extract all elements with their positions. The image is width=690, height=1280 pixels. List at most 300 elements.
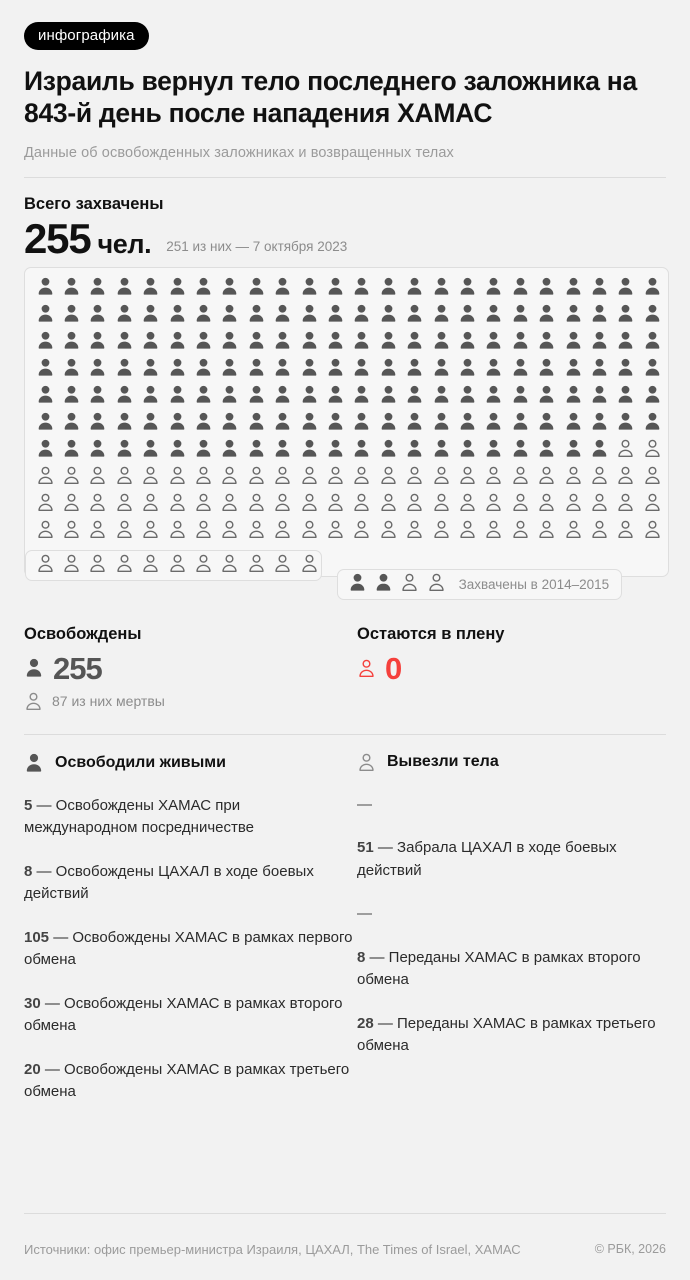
person-icon-filled: [533, 303, 559, 327]
person-icon-filled: [375, 384, 401, 408]
breakdown-item-number: 51: [357, 839, 374, 857]
person-icon-filled: [138, 303, 164, 327]
breakdown-item-text: — Освобождены ХАМАС в рамках первого обмена: [24, 928, 353, 969]
person-icon-outline: [164, 553, 190, 577]
person-icon-filled: [270, 411, 296, 435]
breakdown-item: [24, 993, 357, 1038]
person-icon-filled: [270, 357, 296, 381]
person-icon-outline: [270, 553, 296, 577]
person-icon-outline: [85, 465, 111, 489]
summary-stats: [24, 625, 666, 712]
divider-footer: [24, 1213, 666, 1214]
person-icon-filled: [164, 330, 190, 354]
person-icon-filled: [322, 276, 348, 300]
person-icon-filled: [613, 411, 639, 435]
person-icon-outline: [613, 519, 639, 543]
person-icon-outline: [375, 492, 401, 516]
person-icon-outline: [357, 752, 376, 773]
person-icon-outline: [322, 492, 348, 516]
breakdown-item: [24, 1059, 357, 1104]
person-icon-filled: [58, 357, 84, 381]
person-icon-filled: [370, 572, 396, 596]
breakdown-item-number: 28: [357, 1014, 374, 1032]
page-subtitle: Данные об освобожденных заложниках и возвращенных телах: [24, 144, 454, 161]
person-icon-filled: [481, 357, 507, 381]
person-icon-outline: [217, 492, 243, 516]
breakdown-item-number: 105: [24, 928, 50, 946]
person-icon-filled: [375, 438, 401, 462]
person-icon-filled: [639, 357, 665, 381]
person-icon-outline: [454, 519, 480, 543]
breakdown-right-column: [357, 752, 666, 1104]
person-icon-filled: [164, 357, 190, 381]
person-icon-outline: [58, 519, 84, 543]
person-icon-outline: [639, 492, 665, 516]
person-icon-outline: [560, 492, 586, 516]
person-icon-filled: [586, 384, 612, 408]
person-icon-filled: [613, 357, 639, 381]
person-icon-outline: [375, 519, 401, 543]
person-icon-filled: [560, 357, 586, 381]
person-icon-filled: [428, 411, 454, 435]
breakdown-item: [24, 927, 357, 972]
person-icon-outline: [58, 492, 84, 516]
person-icon-outline: [190, 519, 216, 543]
person-icon-outline: [217, 465, 243, 489]
person-icon-filled: [481, 303, 507, 327]
person-icon-filled: [85, 438, 111, 462]
person-icon-outline: [164, 465, 190, 489]
person-icon-filled: [613, 276, 639, 300]
person-icon-outline: [349, 492, 375, 516]
person-icon-filled: [111, 303, 137, 327]
person-icon-filled: [533, 330, 559, 354]
person-icon-outline: [296, 465, 322, 489]
person-icon-filled: [24, 657, 44, 679]
person-icon-outline: [586, 492, 612, 516]
breakdown-left-title: Освободили живыми: [55, 753, 226, 771]
person-icon-outline: [32, 492, 58, 516]
person-icon-outline: [401, 492, 427, 516]
person-icon-filled: [32, 438, 58, 462]
captive-value-row: [357, 650, 666, 686]
breakdown-right-header: [357, 752, 666, 773]
person-icon-filled: [454, 384, 480, 408]
person-icon-outline: [138, 553, 164, 577]
released-value-row: [24, 650, 357, 686]
person-icon-outline: [428, 519, 454, 543]
person-icon-filled: [85, 276, 111, 300]
person-icon-filled: [32, 384, 58, 408]
person-icon-outline: [428, 492, 454, 516]
footer-sources: Источники: офис премьер-министра Израиля, ЦАХАЛ, The Times of Israel, ХАМАС: [24, 1242, 521, 1258]
person-icon-filled: [375, 411, 401, 435]
person-icon-outline: [217, 553, 243, 577]
person-icon-filled: [349, 384, 375, 408]
person-icon-filled: [507, 357, 533, 381]
person-icon-outline: [322, 465, 348, 489]
person-icon-filled: [58, 411, 84, 435]
person-icon-filled: [481, 276, 507, 300]
total-captured-row: [24, 214, 666, 262]
person-icon-outline: [164, 519, 190, 543]
person-icon-filled: [375, 357, 401, 381]
pictogram-row: [32, 437, 661, 464]
person-icon-filled: [32, 303, 58, 327]
person-icon-filled: [560, 303, 586, 327]
person-icon-outline: [533, 465, 559, 489]
person-icon-filled: [58, 330, 84, 354]
person-icon-filled: [428, 330, 454, 354]
person-icon-filled: [190, 330, 216, 354]
person-icon-filled: [164, 276, 190, 300]
person-icon-filled: [322, 384, 348, 408]
person-icon-filled: [296, 384, 322, 408]
person-icon-outline: [401, 519, 427, 543]
person-icon-filled: [190, 411, 216, 435]
person-icon-filled: [375, 276, 401, 300]
released-dead-row: [24, 691, 357, 712]
person-icon-filled: [454, 411, 480, 435]
person-icon-filled: [164, 384, 190, 408]
person-icon-filled: [507, 303, 533, 327]
person-icon-filled: [586, 303, 612, 327]
person-icon-outline: [481, 465, 507, 489]
person-icon-outline: [560, 519, 586, 543]
pictogram-row: [32, 491, 661, 518]
person-icon-filled: [454, 303, 480, 327]
breakdown-item-empty: —: [357, 905, 372, 923]
person-icon-filled: [401, 438, 427, 462]
person-icon-outline: [639, 438, 665, 462]
person-icon-filled: [217, 330, 243, 354]
person-icon-filled: [85, 357, 111, 381]
person-icon-filled: [138, 438, 164, 462]
person-icon-filled: [481, 411, 507, 435]
person-icon-outline: [454, 465, 480, 489]
person-icon-filled: [32, 357, 58, 381]
person-icon-filled: [401, 276, 427, 300]
person-icon-outline: [639, 465, 665, 489]
person-icon-outline: [613, 492, 639, 516]
pictogram-row: [32, 275, 661, 302]
breakdown-item-number: 30: [24, 994, 41, 1012]
person-icon-filled: [243, 411, 269, 435]
person-icon-filled: [58, 384, 84, 408]
person-icon-filled: [164, 411, 190, 435]
person-icon-filled: [507, 411, 533, 435]
breakdown-left-column: [24, 752, 357, 1104]
person-icon-filled: [639, 303, 665, 327]
person-icon-filled: [85, 411, 111, 435]
person-icon-outline: [138, 519, 164, 543]
person-icon-outline: [375, 465, 401, 489]
person-icon-filled: [560, 330, 586, 354]
person-icon-filled: [481, 330, 507, 354]
breakdown-item-number: 8: [357, 948, 366, 966]
person-icon-filled: [428, 357, 454, 381]
person-icon-outline: [296, 553, 322, 577]
footer: [24, 1241, 666, 1260]
person-icon-filled: [507, 384, 533, 408]
person-icon-outline: [560, 465, 586, 489]
person-icon-filled: [481, 438, 507, 462]
pictogram-row: [32, 302, 661, 329]
breakdown-item-number: 8: [24, 862, 33, 880]
person-icon-filled: [190, 357, 216, 381]
person-icon-outline: [270, 519, 296, 543]
total-captured-note: 251 из них — 7 октября 2023: [166, 238, 348, 254]
person-icon-filled: [296, 330, 322, 354]
pictogram-row: [32, 356, 661, 383]
person-icon-filled: [533, 276, 559, 300]
person-icon-outline: [507, 492, 533, 516]
person-icon-filled: [243, 357, 269, 381]
person-icon-filled: [375, 303, 401, 327]
breakdown-item: [357, 837, 666, 882]
person-icon-outline: [164, 492, 190, 516]
person-icon-filled: [190, 384, 216, 408]
pictogram-row-last: [25, 550, 322, 581]
total-captured-value: 255: [24, 214, 91, 262]
person-icon-filled: [349, 303, 375, 327]
person-icon-filled: [217, 384, 243, 408]
person-icon-outline: [397, 572, 423, 596]
person-icon-filled: [111, 276, 137, 300]
person-icon-outline: [349, 465, 375, 489]
person-icon-filled: [401, 411, 427, 435]
person-icon-filled: [296, 276, 322, 300]
person-icon-filled: [586, 357, 612, 381]
breakdown-item: [24, 861, 357, 906]
person-icon-filled: [111, 330, 137, 354]
person-icon-filled: [190, 438, 216, 462]
person-icon-outline: [243, 519, 269, 543]
person-icon-outline: [586, 465, 612, 489]
person-icon-outline: [401, 465, 427, 489]
person-icon-filled: [639, 411, 665, 435]
person-icon-filled: [639, 276, 665, 300]
person-icon-filled: [349, 411, 375, 435]
breakdown-item-text: — Переданы ХАМАС в рамках третьего обмена: [357, 1014, 656, 1055]
person-icon-filled: [481, 384, 507, 408]
breakdown-item-number: 5: [24, 796, 33, 814]
breakdown-item: [357, 1013, 666, 1058]
breakdown-left-header: [24, 752, 357, 774]
breakdown-item: [24, 795, 357, 840]
person-icon-outline: [32, 519, 58, 543]
person-icon-outline: [138, 492, 164, 516]
person-icon-outline: [190, 465, 216, 489]
person-icon-filled: [454, 438, 480, 462]
person-icon-outline: [296, 492, 322, 516]
pictogram-row: [32, 464, 661, 491]
person-icon-outline: [138, 465, 164, 489]
person-icon-filled: [85, 330, 111, 354]
divider-top: [24, 177, 666, 178]
person-icon-filled: [586, 438, 612, 462]
person-icon-filled: [138, 411, 164, 435]
person-icon-filled: [58, 303, 84, 327]
person-icon-outline: [586, 519, 612, 543]
person-icon-filled: [560, 384, 586, 408]
breakdown-item-text: — Переданы ХАМАС в рамках второго обмена: [357, 948, 641, 989]
person-icon-filled: [243, 303, 269, 327]
person-icon-outline: [481, 492, 507, 516]
person-icon-filled: [454, 276, 480, 300]
person-icon-filled: [613, 303, 639, 327]
person-icon-filled: [243, 438, 269, 462]
person-icon-outline: [190, 553, 216, 577]
captive-block: [357, 625, 666, 712]
person-icon-filled: [243, 384, 269, 408]
breakdown-item-text: — Освобождены ХАМАС в рамках второго обмена: [24, 994, 343, 1035]
person-icon-filled: [401, 330, 427, 354]
person-icon-filled: [164, 438, 190, 462]
person-icon-outline: [639, 519, 665, 543]
person-icon-filled: [32, 411, 58, 435]
pictogram: [24, 267, 666, 599]
person-icon-outline: [613, 438, 639, 462]
person-icon-outline: [24, 691, 43, 712]
person-icon-filled: [58, 438, 84, 462]
person-icon-filled: [401, 303, 427, 327]
person-icon-outline: [58, 465, 84, 489]
person-icon-filled: [454, 357, 480, 381]
person-icon-filled: [24, 752, 44, 774]
person-icon-outline: [270, 465, 296, 489]
person-icon-filled: [322, 330, 348, 354]
person-icon-outline: [32, 553, 58, 577]
person-icon-outline: [481, 519, 507, 543]
breakdown: [24, 752, 666, 1104]
person-icon-filled: [428, 276, 454, 300]
person-icon-filled: [322, 303, 348, 327]
person-icon-filled: [375, 330, 401, 354]
person-icon-outline: [454, 492, 480, 516]
person-icon-outline: [243, 492, 269, 516]
person-icon-filled: [639, 330, 665, 354]
breakdown-item-text: — Освобождены ХАМАС в рамках третьего обмена: [24, 1060, 350, 1101]
person-icon-filled: [454, 330, 480, 354]
person-icon-filled: [322, 411, 348, 435]
person-icon-filled: [270, 330, 296, 354]
person-icon-filled: [217, 357, 243, 381]
person-icon-outline: [507, 519, 533, 543]
pictogram-row: [32, 383, 661, 410]
person-icon-filled: [613, 330, 639, 354]
person-icon-outline: [111, 492, 137, 516]
person-icon-filled: [586, 276, 612, 300]
person-icon-filled: [349, 330, 375, 354]
pictogram-row: [32, 329, 661, 356]
person-icon-filled: [217, 276, 243, 300]
total-captured-unit: чел.: [97, 228, 152, 259]
legend-2014-2015-label: Захвачены в 2014–2015: [458, 576, 610, 592]
person-icon-filled: [217, 303, 243, 327]
person-icon-filled: [58, 276, 84, 300]
breakdown-item: [357, 947, 666, 992]
person-icon-filled: [401, 384, 427, 408]
person-icon-filled: [639, 384, 665, 408]
person-icon-outline: [85, 519, 111, 543]
footer-copyright: © РБК, 2026: [594, 1242, 666, 1257]
captive-label: Остаются в плену: [357, 624, 505, 643]
person-icon-outline: [243, 553, 269, 577]
person-icon-filled: [32, 276, 58, 300]
person-icon-filled: [111, 384, 137, 408]
person-icon-filled: [586, 411, 612, 435]
pictogram-box: [24, 267, 669, 577]
breakdown-item-text: — Забрала ЦАХАЛ в ходе боевых действий: [357, 839, 617, 879]
person-icon-filled: [270, 303, 296, 327]
category-badge: инфографика: [24, 22, 149, 50]
person-icon-filled: [85, 384, 111, 408]
person-icon-filled: [270, 384, 296, 408]
person-icon-outline: [32, 465, 58, 489]
person-icon-filled: [85, 303, 111, 327]
person-icon-outline: [111, 519, 137, 543]
person-icon-filled: [296, 438, 322, 462]
person-icon-outline: [190, 492, 216, 516]
person-icon-filled: [164, 303, 190, 327]
person-icon-filled: [349, 357, 375, 381]
person-icon-filled: [533, 357, 559, 381]
person-icon-filled: [190, 276, 216, 300]
divider-middle: [24, 734, 666, 735]
person-icon-outline-red: [357, 658, 376, 679]
pictogram-row: [32, 410, 661, 437]
person-icon-filled: [270, 276, 296, 300]
person-icon-outline: [613, 465, 639, 489]
person-icon-filled: [270, 438, 296, 462]
person-icon-filled: [349, 276, 375, 300]
person-icon-filled: [507, 438, 533, 462]
person-icon-filled: [138, 357, 164, 381]
person-icon-filled: [111, 438, 137, 462]
person-icon-filled: [217, 411, 243, 435]
person-icon-outline: [85, 553, 111, 577]
person-icon-filled: [217, 438, 243, 462]
released-block: [24, 625, 357, 712]
person-icon-filled: [533, 384, 559, 408]
person-icon-outline: [217, 519, 243, 543]
person-icon-outline: [423, 572, 449, 596]
person-icon-outline: [428, 465, 454, 489]
person-icon-outline: [507, 465, 533, 489]
person-icon-filled: [560, 438, 586, 462]
page-title: Израиль вернул тело последнего заложника на 843-й день после нападения ХАМАС: [24, 66, 637, 129]
person-icon-outline: [533, 492, 559, 516]
person-icon-outline: [243, 465, 269, 489]
total-captured-label: Всего захвачены: [24, 194, 164, 213]
person-icon-outline: [111, 553, 137, 577]
person-icon-filled: [428, 384, 454, 408]
person-icon-outline: [533, 519, 559, 543]
person-icon-filled: [344, 572, 370, 596]
person-icon-filled: [296, 411, 322, 435]
person-icon-filled: [243, 276, 269, 300]
person-icon-filled: [349, 438, 375, 462]
person-icon-filled: [296, 303, 322, 327]
pictogram-row: [32, 518, 661, 545]
person-icon-filled: [560, 411, 586, 435]
person-icon-filled: [322, 438, 348, 462]
person-icon-filled: [507, 330, 533, 354]
person-icon-filled: [613, 384, 639, 408]
person-icon-outline: [296, 519, 322, 543]
breakdown-item-empty: —: [357, 795, 372, 813]
